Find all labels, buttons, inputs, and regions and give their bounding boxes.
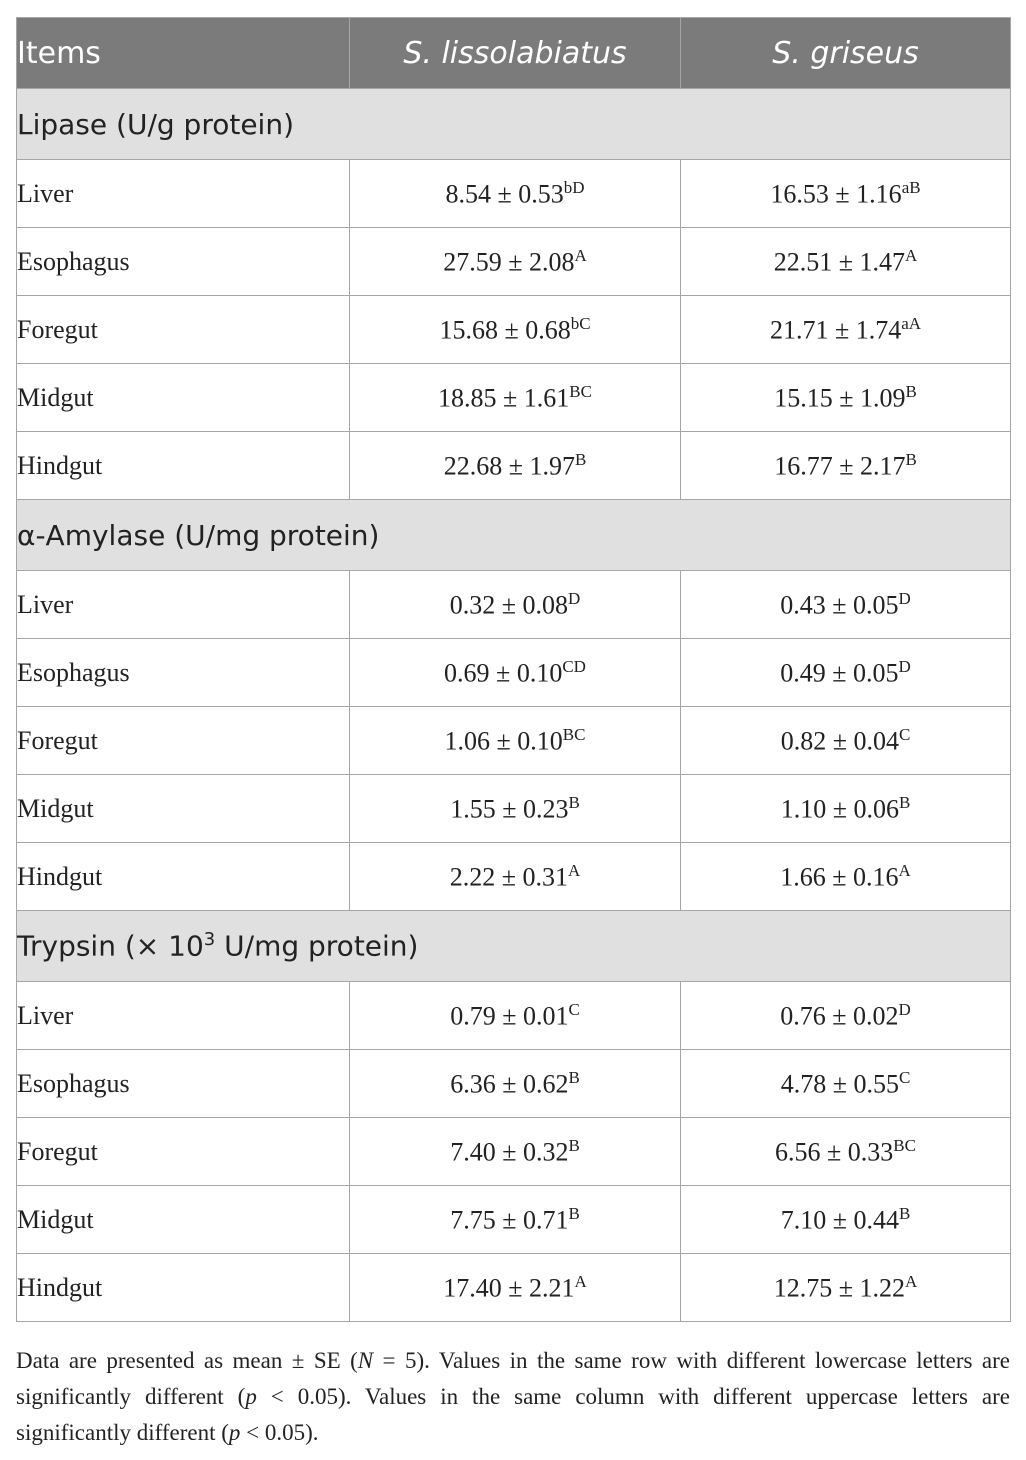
- table-row: [17, 707, 1011, 775]
- value-cell: $15.68 \pm 0.68^{bC}$: [350, 296, 681, 364]
- value-cell: $22.68 \pm 1.97^B$: [350, 432, 681, 500]
- table-row: [17, 571, 1011, 639]
- value-cell: $4.78 \pm 0.55^C$: [681, 1050, 1011, 1118]
- table-row: [17, 1050, 1011, 1118]
- value-cell: $1.06 \pm 0.10^{BC}$: [350, 707, 681, 775]
- table-row: [17, 982, 1011, 1050]
- organ-cell: Liver: [17, 160, 350, 228]
- value-cell: $16.77 \pm 2.17^B$: [681, 432, 1011, 500]
- organ-cell: Hindgut: [17, 843, 350, 911]
- section-title: Lipase (U/g protein): [17, 89, 1011, 160]
- header-items: Items: [17, 18, 350, 89]
- enzyme-activity-table: [16, 17, 1011, 1322]
- table-row: [17, 1186, 1011, 1254]
- value-cell: $1.10 \pm 0.06^B$: [681, 775, 1011, 843]
- organ-cell: Esophagus: [17, 639, 350, 707]
- table-row: [17, 364, 1011, 432]
- value-cell: $0.49 \pm 0.05^D$: [681, 639, 1011, 707]
- value-cell: $1.55 \pm 0.23^B$: [350, 775, 681, 843]
- header-species-griseus: S. griseus: [681, 18, 1011, 89]
- section-trypsin: [17, 911, 1011, 982]
- value-cell: $8.54 \pm 0.53^{bD}$: [350, 160, 681, 228]
- value-cell: $0.43 \pm 0.05^D$: [681, 571, 1011, 639]
- organ-cell: Liver: [17, 982, 350, 1050]
- value-cell: $0.69 \pm 0.10^{CD}$: [350, 639, 681, 707]
- table-row: [17, 1118, 1011, 1186]
- organ-cell: Esophagus: [17, 228, 350, 296]
- organ-cell: Foregut: [17, 1118, 350, 1186]
- organ-cell: Esophagus: [17, 1050, 350, 1118]
- section-amylase: [17, 500, 1011, 571]
- value-cell: $7.75 \pm 0.71^B$: [350, 1186, 681, 1254]
- table-row: [17, 296, 1011, 364]
- section-lipase: [17, 89, 1011, 160]
- organ-cell: Liver: [17, 571, 350, 639]
- organ-cell: Foregut: [17, 296, 350, 364]
- organ-cell: Midgut: [17, 364, 350, 432]
- section-title: α-Amylase (U/mg protein): [17, 500, 1011, 571]
- table-row: [17, 160, 1011, 228]
- section-title: Trypsin (× $10^3$ U/mg protein): [17, 911, 1011, 982]
- value-cell: $0.79 \pm 0.01^C$: [350, 982, 681, 1050]
- table-footnote: Data are presented as mean ± SE (N = 5). Values in the same row with different lowercase letters are significantly different (p < 0.05). Values in the same column with different uppercase letters are significantly different (p < 0.05).: [16, 1348, 1010, 1445]
- table-row: [17, 843, 1011, 911]
- organ-cell: Midgut: [17, 775, 350, 843]
- value-cell: $15.15 \pm 1.09^B$: [681, 364, 1011, 432]
- value-cell: $27.59 \pm 2.08^A$: [350, 228, 681, 296]
- value-cell: $16.53 \pm 1.16^{aB}$: [681, 160, 1011, 228]
- value-cell: $0.32 \pm 0.08^D$: [350, 571, 681, 639]
- value-cell: $6.56 \pm 0.33^{BC}$: [681, 1118, 1011, 1186]
- value-cell: $0.76 \pm 0.02^D$: [681, 982, 1011, 1050]
- organ-cell: Midgut: [17, 1186, 350, 1254]
- organ-cell: Hindgut: [17, 432, 350, 500]
- value-cell: $21.71 \pm 1.74^{aA}$: [681, 296, 1011, 364]
- value-cell: $17.40 \pm 2.21^A$: [350, 1254, 681, 1322]
- value-cell: $18.85 \pm 1.61^{BC}$: [350, 364, 681, 432]
- table-row: [17, 1254, 1011, 1322]
- value-cell: $7.40 \pm 0.32^B$: [350, 1118, 681, 1186]
- organ-cell: Hindgut: [17, 1254, 350, 1322]
- value-cell: $22.51 \pm 1.47^A$: [681, 228, 1011, 296]
- value-cell: $2.22 \pm 0.31^A$: [350, 843, 681, 911]
- value-cell: $12.75 \pm 1.22^A$: [681, 1254, 1011, 1322]
- header-species-lissolabiatus: S. lissolabiatus: [350, 18, 681, 89]
- table-row: [17, 775, 1011, 843]
- table-row: [17, 639, 1011, 707]
- organ-cell: Foregut: [17, 707, 350, 775]
- value-cell: $0.82 \pm 0.04^C$: [681, 707, 1011, 775]
- value-cell: $7.10 \pm 0.44^B$: [681, 1186, 1011, 1254]
- table-row: [17, 432, 1011, 500]
- table-header-row: [17, 18, 1011, 89]
- table-row: [17, 228, 1011, 296]
- value-cell: $1.66 \pm 0.16^A$: [681, 843, 1011, 911]
- value-cell: $6.36 \pm 0.62^B$: [350, 1050, 681, 1118]
